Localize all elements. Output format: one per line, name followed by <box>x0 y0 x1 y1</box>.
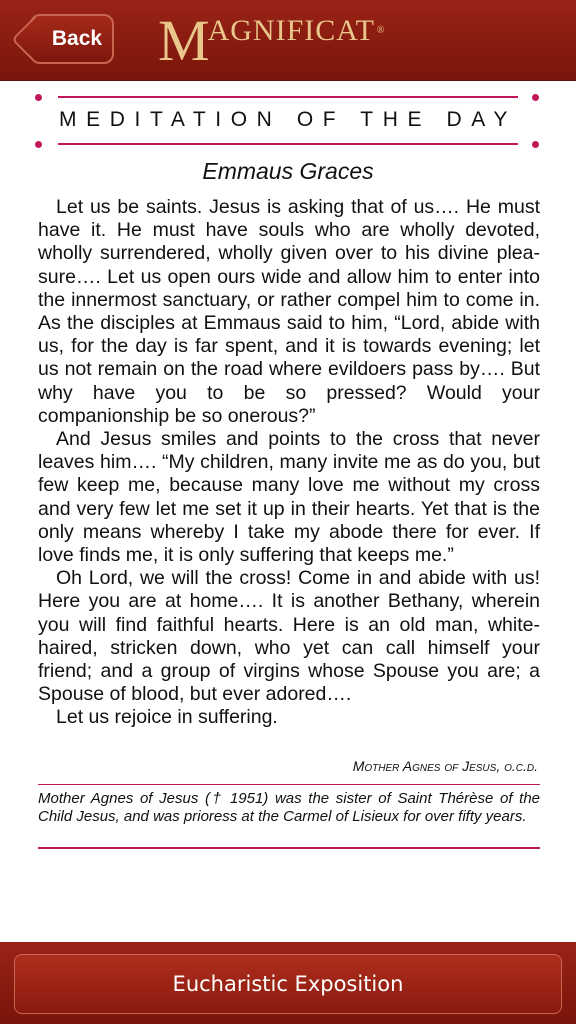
decor-dot <box>35 141 42 148</box>
back-button[interactable] <box>30 14 114 64</box>
logo-text <box>208 16 386 46</box>
decor-dot <box>532 94 539 101</box>
article-attribution: Mother Agnes of Jesus, o.c.d. <box>352 758 538 774</box>
magnificat-logo <box>158 6 386 76</box>
article-title: Emmaus Graces <box>202 158 374 184</box>
eucharistic-exposition-button[interactable]: Eucharistic Exposition <box>14 954 562 1014</box>
logo-rest: AGNIFICAT <box>207 14 375 47</box>
footnote-bottom-rule <box>38 847 540 849</box>
section-title: MEDITATION OF THE DAY <box>59 108 517 131</box>
footnote-top-rule <box>38 784 540 785</box>
title-rule <box>58 143 518 145</box>
back-button-label: Back <box>51 27 103 50</box>
decor-dot <box>35 94 42 101</box>
article-paragraph: And Jesus smiles and points to the cross that never leaves him…. “My children, many invite me as do you, but few keep me, because many love me without my cross and very few let me set it up in their hearts. Yet that is the only means whereby I take my abode there for ever. If love finds me, it is only suffering that keeps me.” <box>38 428 540 567</box>
article-paragraph: Let us rejoice in suffering. <box>56 706 278 729</box>
logo-initial: M <box>158 8 210 73</box>
logo-registered-mark: ® <box>376 25 386 36</box>
article-paragraph: Let us be saints. Jesus is asking that of us…. He must have it. He must have souls who are wholly devoted, wholly surrendered, wholly given over to his divine pleasure…. Let us open ours wide and allow him to enter into the innermost sanctuary, or rather compel him to come in. As the disciples at Emmaus said to him, “Lord, abide with us, for the day is far spent, and it is towards evening; let us not remain on the road where evildoers pass by…. But why have you to be so pressed? Would your companionship be so onerous?” <box>38 196 540 427</box>
top-rule <box>58 96 518 98</box>
bottom-bar <box>0 942 576 1024</box>
article-body <box>38 196 540 730</box>
article-footnote: Mother Agnes of Jesus († 1951) was the sister of Saint Thérèse of the Child Jesus, and was prioress at the Carmel of Lisieux for over fifty years. <box>38 790 540 825</box>
header-bar <box>0 0 576 81</box>
article-paragraph: Oh Lord, we will the cross! Come in and abide with us! Here you are at home…. It is another Bethany, wherein you will find faithful hearts. Here is an old man, white-haired, stricken down, who yet can call himself your friend; and a group of virgins whose Spouse you are; a Spouse of blood, but ever adored…. <box>38 567 540 706</box>
decor-dot <box>532 141 539 148</box>
